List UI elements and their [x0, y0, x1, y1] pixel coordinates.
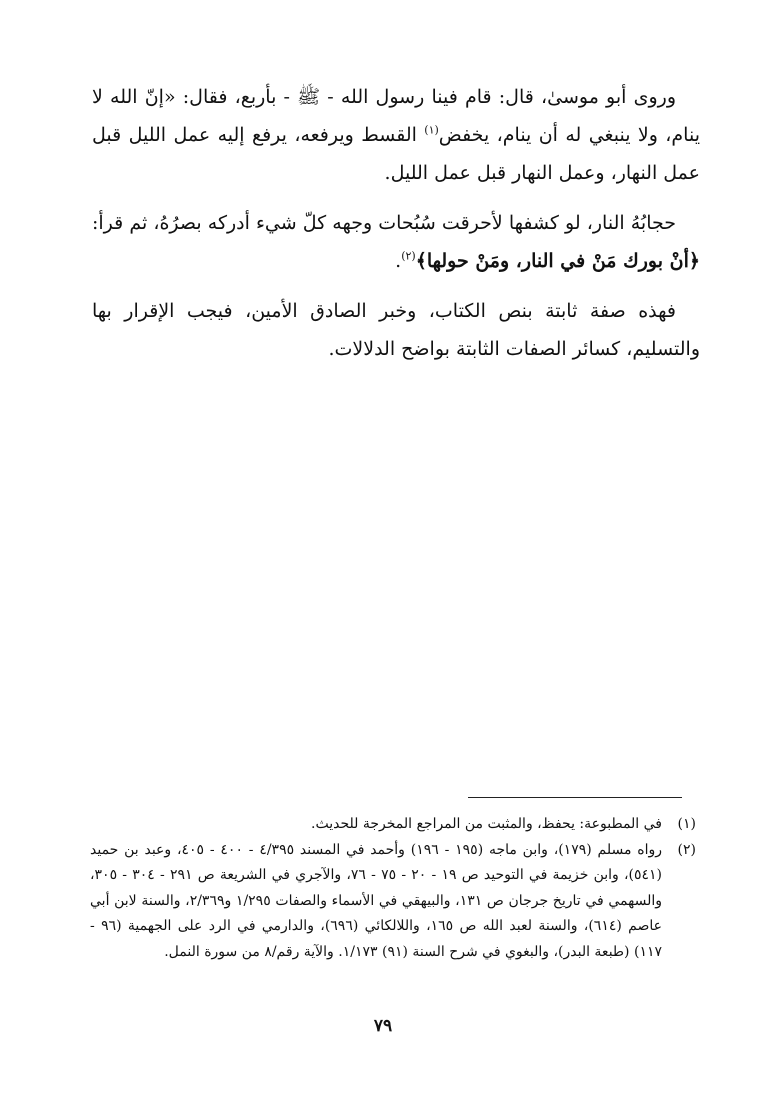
quran-verse: ﴿أنْ بورك مَنْ في النار، ومَنْ حولها﴾: [415, 250, 700, 272]
footnote-2: [90, 838, 702, 966]
footnote-2-text: رواه مسلم (١٧٩)، وابن ماجه (١٩٥ - ١٩٦) وأحمد في المسند ٤/٣٩٥ - ٤٠٠ - ٤٠٥، وعبد بن حميد (٥٤١)، وابن خزيمة في التوحيد ص ١٩ - ٢٠ - ٧٥ - ٧٦، والآجري في الشريعة ص ٢٩١ - ٣٠٤ - ٣٠٥، والسهمي في تاريخ جرجان ص ١٣١، والبيهقي في الأسماء والصفات ١/٢٩٥ و٢/٣٦٩، والسنة لابن أبي عاصم (٦١٤)، والسنة لعبد الله ص ١٦٥، واللالكائي (٦٩٦)، والدارمي في الرد على الجهمية (٩٦ - ١١٧) (طبعة البدر)، والبغوي في شرح السنة (٩١) ١/١٧٣. والآية رقم/٨ من سورة النمل.: [90, 841, 662, 960]
paragraph-1: [92, 78, 700, 192]
footnote-2-number: (٢): [677, 841, 696, 858]
footnote-1: [90, 812, 702, 838]
main-text: [92, 78, 700, 380]
paragraph-2: [92, 204, 700, 280]
footnote-1-text: في المطبوعة: يحفظ، والمثبت من المراجع المخرجة للحديث.: [311, 816, 662, 832]
footnote-marker-2: (٢): [401, 249, 416, 263]
footnote-marker-1: (١): [424, 123, 439, 137]
paragraph-1-text-before: وروى أبو موسىٰ، قال: قام فينا رسول الله - ﷺ - بأربع، فقال: «إنّ الله لا ينام، ولا ينبغي له أن ينام، يخفض: [92, 86, 700, 146]
footnote-1-number: (١): [677, 816, 696, 832]
paragraph-1-text-after: القسط ويرفعه، يرفع إليه عمل الليل قبل عمل النهار، وعمل النهار قبل عمل الليل.: [92, 124, 700, 184]
footnote-divider: [468, 797, 682, 798]
paragraph-2-text-before: حجابُهُ النار، لو كشفها لأحرقت سُبُحات وجهه كلّ شيء أدركه بصرُهُ، ثم قرأ:: [92, 212, 676, 234]
page-number: ٧٩: [373, 1016, 393, 1036]
paragraph-3-text: فهذه صفة ثابتة بنص الكتاب، وخبر الصادق الأمين، فيجب الإقرار بها والتسليم، كسائر الصفات الثابتة بواضح الدلالات.: [92, 300, 700, 360]
paragraph-3: [92, 292, 700, 368]
footnotes: [90, 812, 702, 965]
paragraph-2-text-after: .: [395, 250, 402, 272]
